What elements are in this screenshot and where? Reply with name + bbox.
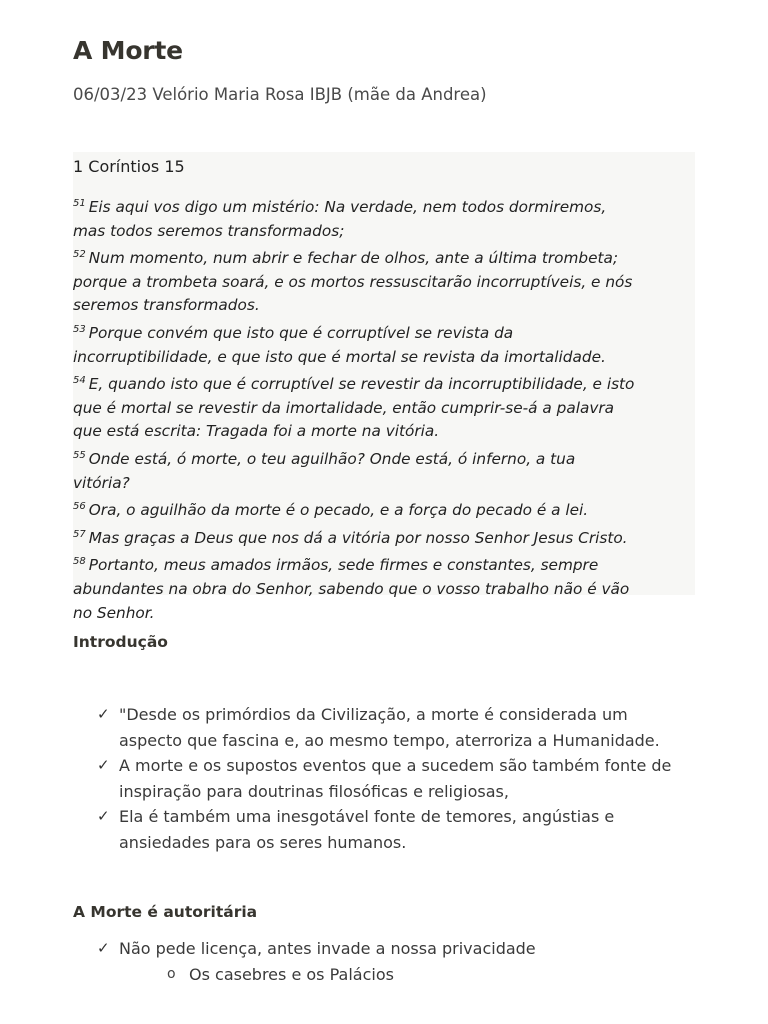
verse-number: 54 [73,375,86,387]
checklist-item [97,753,697,804]
checkmark-icon: ✓ [97,705,110,723]
checklist-item-text: aspecto que fascina e, ao mesmo tempo, aterroriza a Humanidade. [119,730,660,750]
checklist-item [97,804,697,855]
verse-text: E, quando isto que é corruptível se revestir da incorruptibilidade, e isto [88,375,635,394]
verse-line [73,192,695,220]
verse-text: no Senhor. [73,603,155,622]
verse-text: que está escrita: Tragada foi a morte na vitória. [73,422,440,441]
section-heading-introducao: Introdução [73,633,168,651]
section-heading-morte-autoritaria: A Morte é autoritária [73,903,258,921]
page-title: A Morte [73,36,183,65]
sub-list-item [167,962,745,988]
verse-line [73,369,695,397]
scripture-verses [73,192,695,625]
verse-text: Eis aqui vos digo um mistério: Na verdade, nem todos dormiremos, [88,198,607,216]
verse-line [73,243,695,271]
verse-line [73,346,695,370]
verse-text: vitória? [73,473,130,492]
verse-text: abundantes na obra do Senhor, sabendo que o vosso trabalho não é vão [73,579,630,598]
verse-number: 51 [73,198,86,209]
verse-line [73,602,695,626]
sub-list-item-text: Os casebres e os Palácios [189,964,394,984]
scripture-reference: 1 Coríntios 15 [73,157,185,176]
verse-line [73,472,695,496]
checkmark-icon: ✓ [97,939,110,957]
checklist-item [97,936,697,987]
verse-text: seremos transformados. [73,296,260,315]
verse-text: porque a trombeta soará, e os mortos ressuscitarão incorruptíveis, e nós [73,272,633,291]
verse-line [73,294,695,318]
verse-line [73,495,695,523]
verse-line [73,220,695,244]
circle-bullet-icon: o [167,965,176,982]
verse-number: 52 [73,249,86,261]
verse-line [73,523,695,551]
verse-text: Portanto, meus amados irmãos, sede firmes e constantes, sempre [88,556,599,575]
checklist-item [97,702,697,753]
verse-line [73,550,695,578]
verse-text: Porque convém que isto que é corruptível se revista da [88,323,514,342]
verse-text: mas todos seremos transformados; [73,221,345,240]
verse-line [73,444,695,472]
sub-list [167,962,745,988]
verse-text: Num momento, num abrir e fechar de olhos, ante a última trombeta; [88,249,619,268]
checklist-item-text: Ela é também uma inesgotável fonte de temores, angústias e [119,807,615,826]
verse-text: Onde está, ó morte, o teu aguilhão? Onde está, ó inferno, a tua [88,449,576,468]
verse-number: 57 [73,528,86,540]
checklist-item-text: "Desde os primórdios da Civilização, a morte é considerada um [119,705,628,724]
verse-text: Mas graças a Deus que nos dá a vitória por nosso Senhor Jesus Cristo. [88,528,628,547]
checkmark-icon: ✓ [97,756,110,774]
verse-number: 58 [73,556,86,568]
verse-number: 56 [73,501,86,513]
checklist-item-text: ansiedades para os seres humanos. [119,832,407,852]
checklist-item-text: Não pede licença, antes invade a nossa privacidade [119,939,536,958]
checklist-item-text: A morte e os supostos eventos que a sucedem são também fonte de [119,756,672,775]
verse-line [73,397,695,421]
verse-line [73,420,695,444]
scripture-quote-block [73,152,695,622]
verse-text: incorruptibilidade, e que isto que é mortal se revista da imortalidade. [73,347,606,366]
checkmark-icon: ✓ [97,807,110,825]
verse-line [73,318,695,346]
page-subtitle: 06/03/23 Velório Maria Rosa IBJB (mãe da Andrea) [73,85,487,104]
introducao-checklist [97,702,697,855]
verse-text: Ora, o aguilhão da morte é o pecado, e a força do pecado é a lei. [88,501,589,520]
verse-text: que é mortal se revestir da imortalidade, então cumprir-se-á a palavra [73,398,615,417]
morte-autoritaria-checklist [97,936,697,987]
verse-number: 55 [73,449,86,461]
verse-line [73,578,695,602]
checklist-item-text: inspiração para doutrinas filosóficas e religiosas, [119,781,509,801]
verse-number: 53 [73,323,86,335]
verse-line [73,271,695,295]
